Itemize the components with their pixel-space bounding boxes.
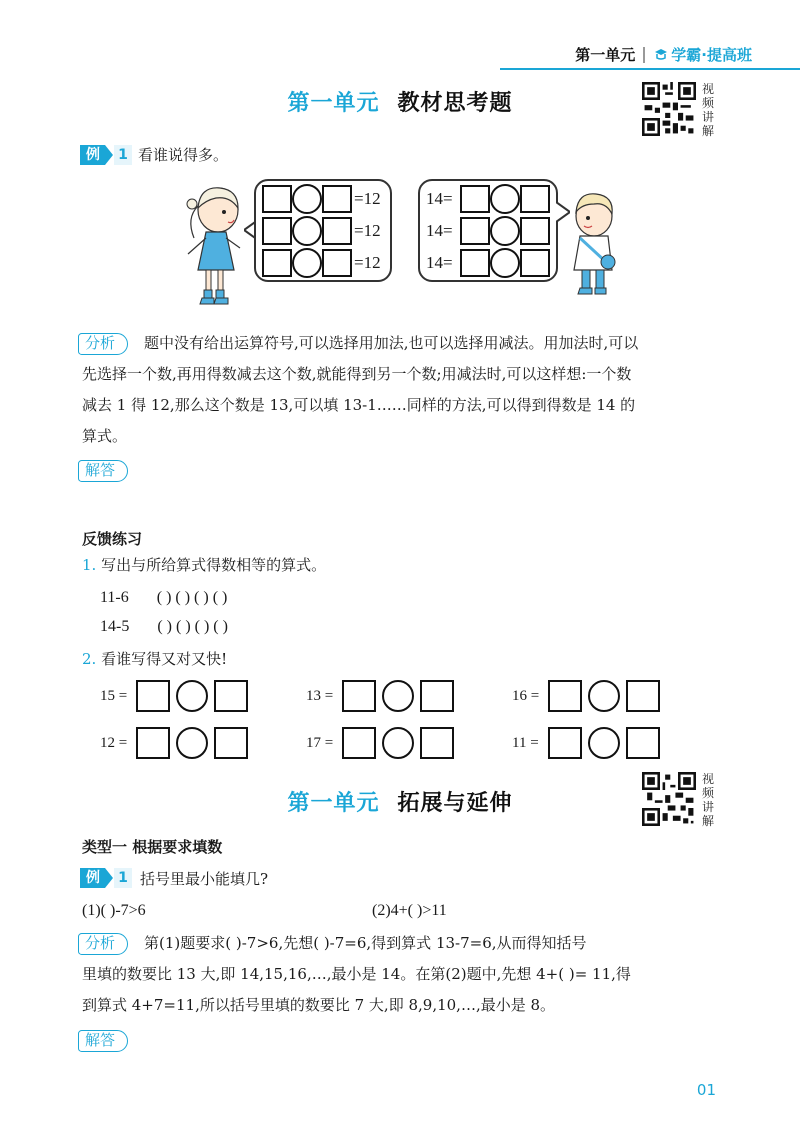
analysis-2-line: 第(1)题要求( )-7>6,先想( )-7=6,得到算式 13-7=6,从而得知括号 — [144, 934, 587, 952]
section-title-2-unit: 第一单元 — [287, 791, 380, 816]
practice-q2 — [82, 644, 227, 674]
operator-circle[interactable] — [382, 727, 414, 759]
practice-q1-expr: 14-5 — [100, 618, 130, 635]
analysis-badge-2: 分析 — [78, 933, 128, 955]
answer-badge-1: 解答 — [78, 460, 128, 482]
operator-circle[interactable] — [292, 216, 322, 246]
operator-circle[interactable] — [588, 680, 620, 712]
girl-illustration — [178, 178, 250, 312]
speech-bubble-right — [418, 179, 558, 282]
practice-q1-num: 1. — [82, 556, 97, 574]
header-divider — [643, 47, 645, 63]
answer-box[interactable] — [460, 185, 490, 213]
answer-box[interactable] — [322, 249, 352, 277]
answer-box[interactable] — [322, 185, 352, 213]
example-1-text: 看谁说得多。 — [138, 146, 229, 164]
boy-illustration — [568, 188, 628, 300]
qr-code-icon[interactable] — [642, 772, 696, 826]
qr-caption-char: 频 — [702, 96, 715, 110]
example-badge-1 — [80, 145, 128, 165]
analysis-1-text — [82, 328, 722, 452]
example-badge-2 — [80, 868, 128, 888]
header-rule — [500, 68, 800, 70]
practice-q2-num: 2. — [82, 650, 97, 668]
answer-box[interactable] — [262, 249, 292, 277]
practice-q2-label: 12 = — [100, 735, 128, 751]
answer-box[interactable] — [460, 249, 490, 277]
practice-q2-label: 16 = — [512, 688, 540, 704]
answer-box[interactable] — [136, 680, 170, 712]
answer-box[interactable] — [626, 680, 660, 712]
qr-caption-char: 视 — [702, 772, 715, 786]
answer-box[interactable] — [342, 727, 376, 759]
analysis-1-line: 先选择一个数,再用得数减去这个数,就能得到另一个数;用减法时,可以这样想:一个数 — [82, 365, 632, 383]
operator-circle[interactable] — [382, 680, 414, 712]
qr-caption-char: 视 — [702, 82, 715, 96]
example-badge-label: 例 — [80, 145, 105, 165]
answer-box[interactable] — [214, 680, 248, 712]
qr-caption-char: 解 — [702, 124, 715, 138]
bubble-right-eq: 14= — [426, 221, 453, 240]
answer-box[interactable] — [322, 217, 352, 245]
example-2-text: 括号里最小能填几? — [140, 870, 269, 888]
practice-q1-row — [100, 612, 228, 642]
operator-circle[interactable] — [176, 727, 208, 759]
practice-q2-text: 看谁写得又对又快! — [101, 650, 228, 668]
practice-q2-label: 15 = — [100, 688, 128, 704]
operator-circle[interactable] — [176, 680, 208, 712]
practice-q1-blanks[interactable]: ( ) ( ) ( ) ( ) — [156, 589, 228, 606]
header-brand-text: 学霸·提高班 — [671, 46, 752, 64]
answer-box[interactable] — [262, 217, 292, 245]
analysis-1-line: 题中没有给出运算符号,可以选择用加法,也可以选择用减法。用加法时,可以 — [144, 334, 639, 352]
example-badge-arrow — [105, 868, 113, 888]
practice-q2-label: 17 = — [306, 735, 334, 751]
answer-box[interactable] — [548, 727, 582, 759]
section-title-2-name: 拓展与延伸 — [397, 791, 513, 816]
bubble-right-eq: 14= — [426, 189, 453, 208]
bubble-left-eq: =12 — [354, 221, 381, 240]
qr-caption-char: 讲 — [702, 110, 715, 124]
answer-box[interactable] — [214, 727, 248, 759]
practice-q1-row — [100, 583, 227, 613]
example-badge-arrow — [105, 145, 113, 165]
section-title-1-name: 教材思考题 — [397, 91, 513, 116]
answer-box[interactable] — [460, 217, 490, 245]
answer-box[interactable] — [626, 727, 660, 759]
operator-circle[interactable] — [292, 184, 322, 214]
answer-box[interactable] — [136, 727, 170, 759]
header-brand — [653, 44, 752, 65]
practice-q2-label: 11 = — [512, 735, 539, 751]
graduation-cap-icon — [653, 47, 669, 63]
practice-q1-text: 写出与所给算式得数相等的算式。 — [101, 556, 327, 574]
practice-title: 反馈练习 — [82, 530, 143, 548]
analysis-2-line: 里填的数要比 13 大,即 14,15,16,…,最小是 14。在第(2)题中,先想 4+( )= 11,得 — [82, 965, 631, 983]
operator-circle[interactable] — [588, 727, 620, 759]
example-2-q1[interactable]: (1)( )-7>6 — [82, 902, 146, 919]
qr-code-icon[interactable] — [642, 82, 696, 136]
bubble-left-eq: =12 — [354, 189, 381, 208]
qr-caption-char: 讲 — [702, 800, 715, 814]
analysis-1-line: 减去 1 得 12,那么这个数是 13,可以填 13-1……同样的方法,可以得到得数是 14 的 — [82, 396, 636, 414]
page-number: 01 — [696, 1081, 716, 1099]
example-2-q2[interactable]: (2)4+( )>11 — [372, 902, 447, 919]
analysis-badge-1: 分析 — [78, 333, 128, 355]
analysis-2-text — [82, 928, 722, 1021]
header-unit: 第一单元 — [575, 46, 636, 64]
answer-box[interactable] — [420, 680, 454, 712]
answer-box[interactable] — [262, 185, 292, 213]
qr-caption-char: 解 — [702, 814, 715, 828]
analysis-1-line: 算式。 — [82, 427, 128, 445]
example-badge-number: 1 — [114, 868, 132, 888]
section-title-1-unit: 第一单元 — [287, 91, 380, 116]
example-badge-label: 例 — [80, 868, 105, 888]
answer-box[interactable] — [420, 727, 454, 759]
example-badge-number: 1 — [114, 145, 132, 165]
answer-box[interactable] — [548, 680, 582, 712]
bubble-right-eq: 14= — [426, 253, 453, 272]
answer-box[interactable] — [520, 185, 550, 213]
analysis-2-line: 到算式 4+7=11,所以括号里填的数要比 7 大,即 8,9,10,…,最小是 8。 — [82, 996, 556, 1014]
answer-box[interactable] — [520, 217, 550, 245]
operator-circle[interactable] — [490, 184, 520, 214]
practice-q1-expr: 11-6 — [100, 589, 129, 606]
type-title: 类型一 根据要求填数 — [82, 838, 223, 856]
operator-circle[interactable] — [292, 248, 322, 278]
answer-box[interactable] — [520, 249, 550, 277]
page-header — [575, 44, 752, 65]
operator-circle[interactable] — [490, 248, 520, 278]
qr-caption — [702, 772, 716, 828]
answer-box[interactable] — [342, 680, 376, 712]
qr-caption-char: 频 — [702, 786, 715, 800]
practice-q2-label: 13 = — [306, 688, 334, 704]
qr-caption — [702, 82, 716, 138]
speech-bubble-left — [254, 179, 392, 282]
answer-badge-2: 解答 — [78, 1030, 128, 1052]
operator-circle[interactable] — [490, 216, 520, 246]
practice-q1 — [82, 550, 326, 580]
practice-q1-blanks[interactable]: ( ) ( ) ( ) ( ) — [157, 618, 228, 635]
bubble-left-eq: =12 — [354, 253, 381, 272]
